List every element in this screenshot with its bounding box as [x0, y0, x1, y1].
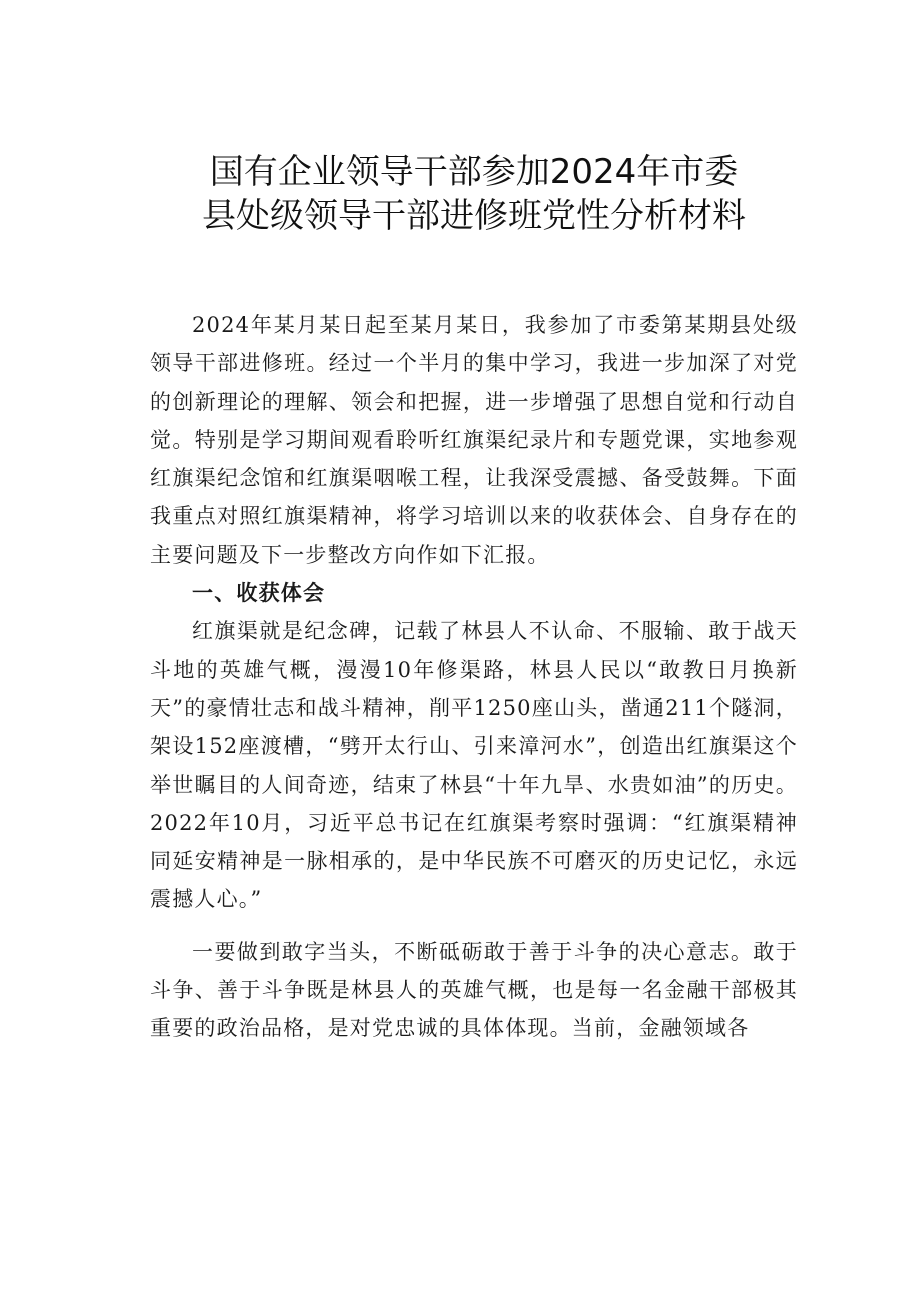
document-title	[150, 150, 798, 238]
document-body	[150, 306, 798, 1048]
title-line-2: 县处级领导干部进修班党性分析材料	[202, 196, 746, 236]
body-paragraph: 一要做到敢字当头，不断砥砺敢于善于斗争的决心意志。敢于斗争、善于斗争既是林县人的英雄气概，也是每一名金融干部极其重要的政治品格，是对党忠诚的具体体现。当前，金融领域各	[150, 939, 798, 1041]
title-line-1: 国有企业领导干部参加2024年市委	[209, 152, 739, 192]
intro-paragraph: 2024年某月某日起至某月某日，我参加了市委第某期县处级领导干部进修班。经过一个半月的集中学习，我进一步加深了对党的创新理论的理解、领会和把握，进一步增强了思想自觉和行动自觉。特别是学习期间观看聆听红旗渠纪录片和专题党课，实地参观红旗渠纪念馆和红旗渠咽喉工程，让我深受震撼、备受鼓舞。下面我重点对照红旗渠精神，将学习培训以来的收获体会、自身存在的主要问题及下一步整改方向作如下汇报。	[150, 313, 798, 567]
body-paragraph: 红旗渠就是纪念碑，记载了林县人不认命、不服输、敢于战天斗地的英雄气概，漫漫10年修渠路，林县人民以“敢教日月换新天”的豪情壮志和战斗精神，削平1250座山头，凿通211个隧洞，架设152座渡槽，“劈开太行山、引来漳河水”，创造出红旗渠这个举世瞩目的人间奇迹，结束了林县“十年九旱、水贵如油”的历史。2022年10月，习近平总书记在红旗渠考察时强调：“红旗渠精神同延安精神是一脉相承的，是中华民族不可磨灭的历史记忆，永远震撼人心。”	[150, 619, 798, 912]
section-heading: 一、收获体会	[192, 581, 326, 606]
